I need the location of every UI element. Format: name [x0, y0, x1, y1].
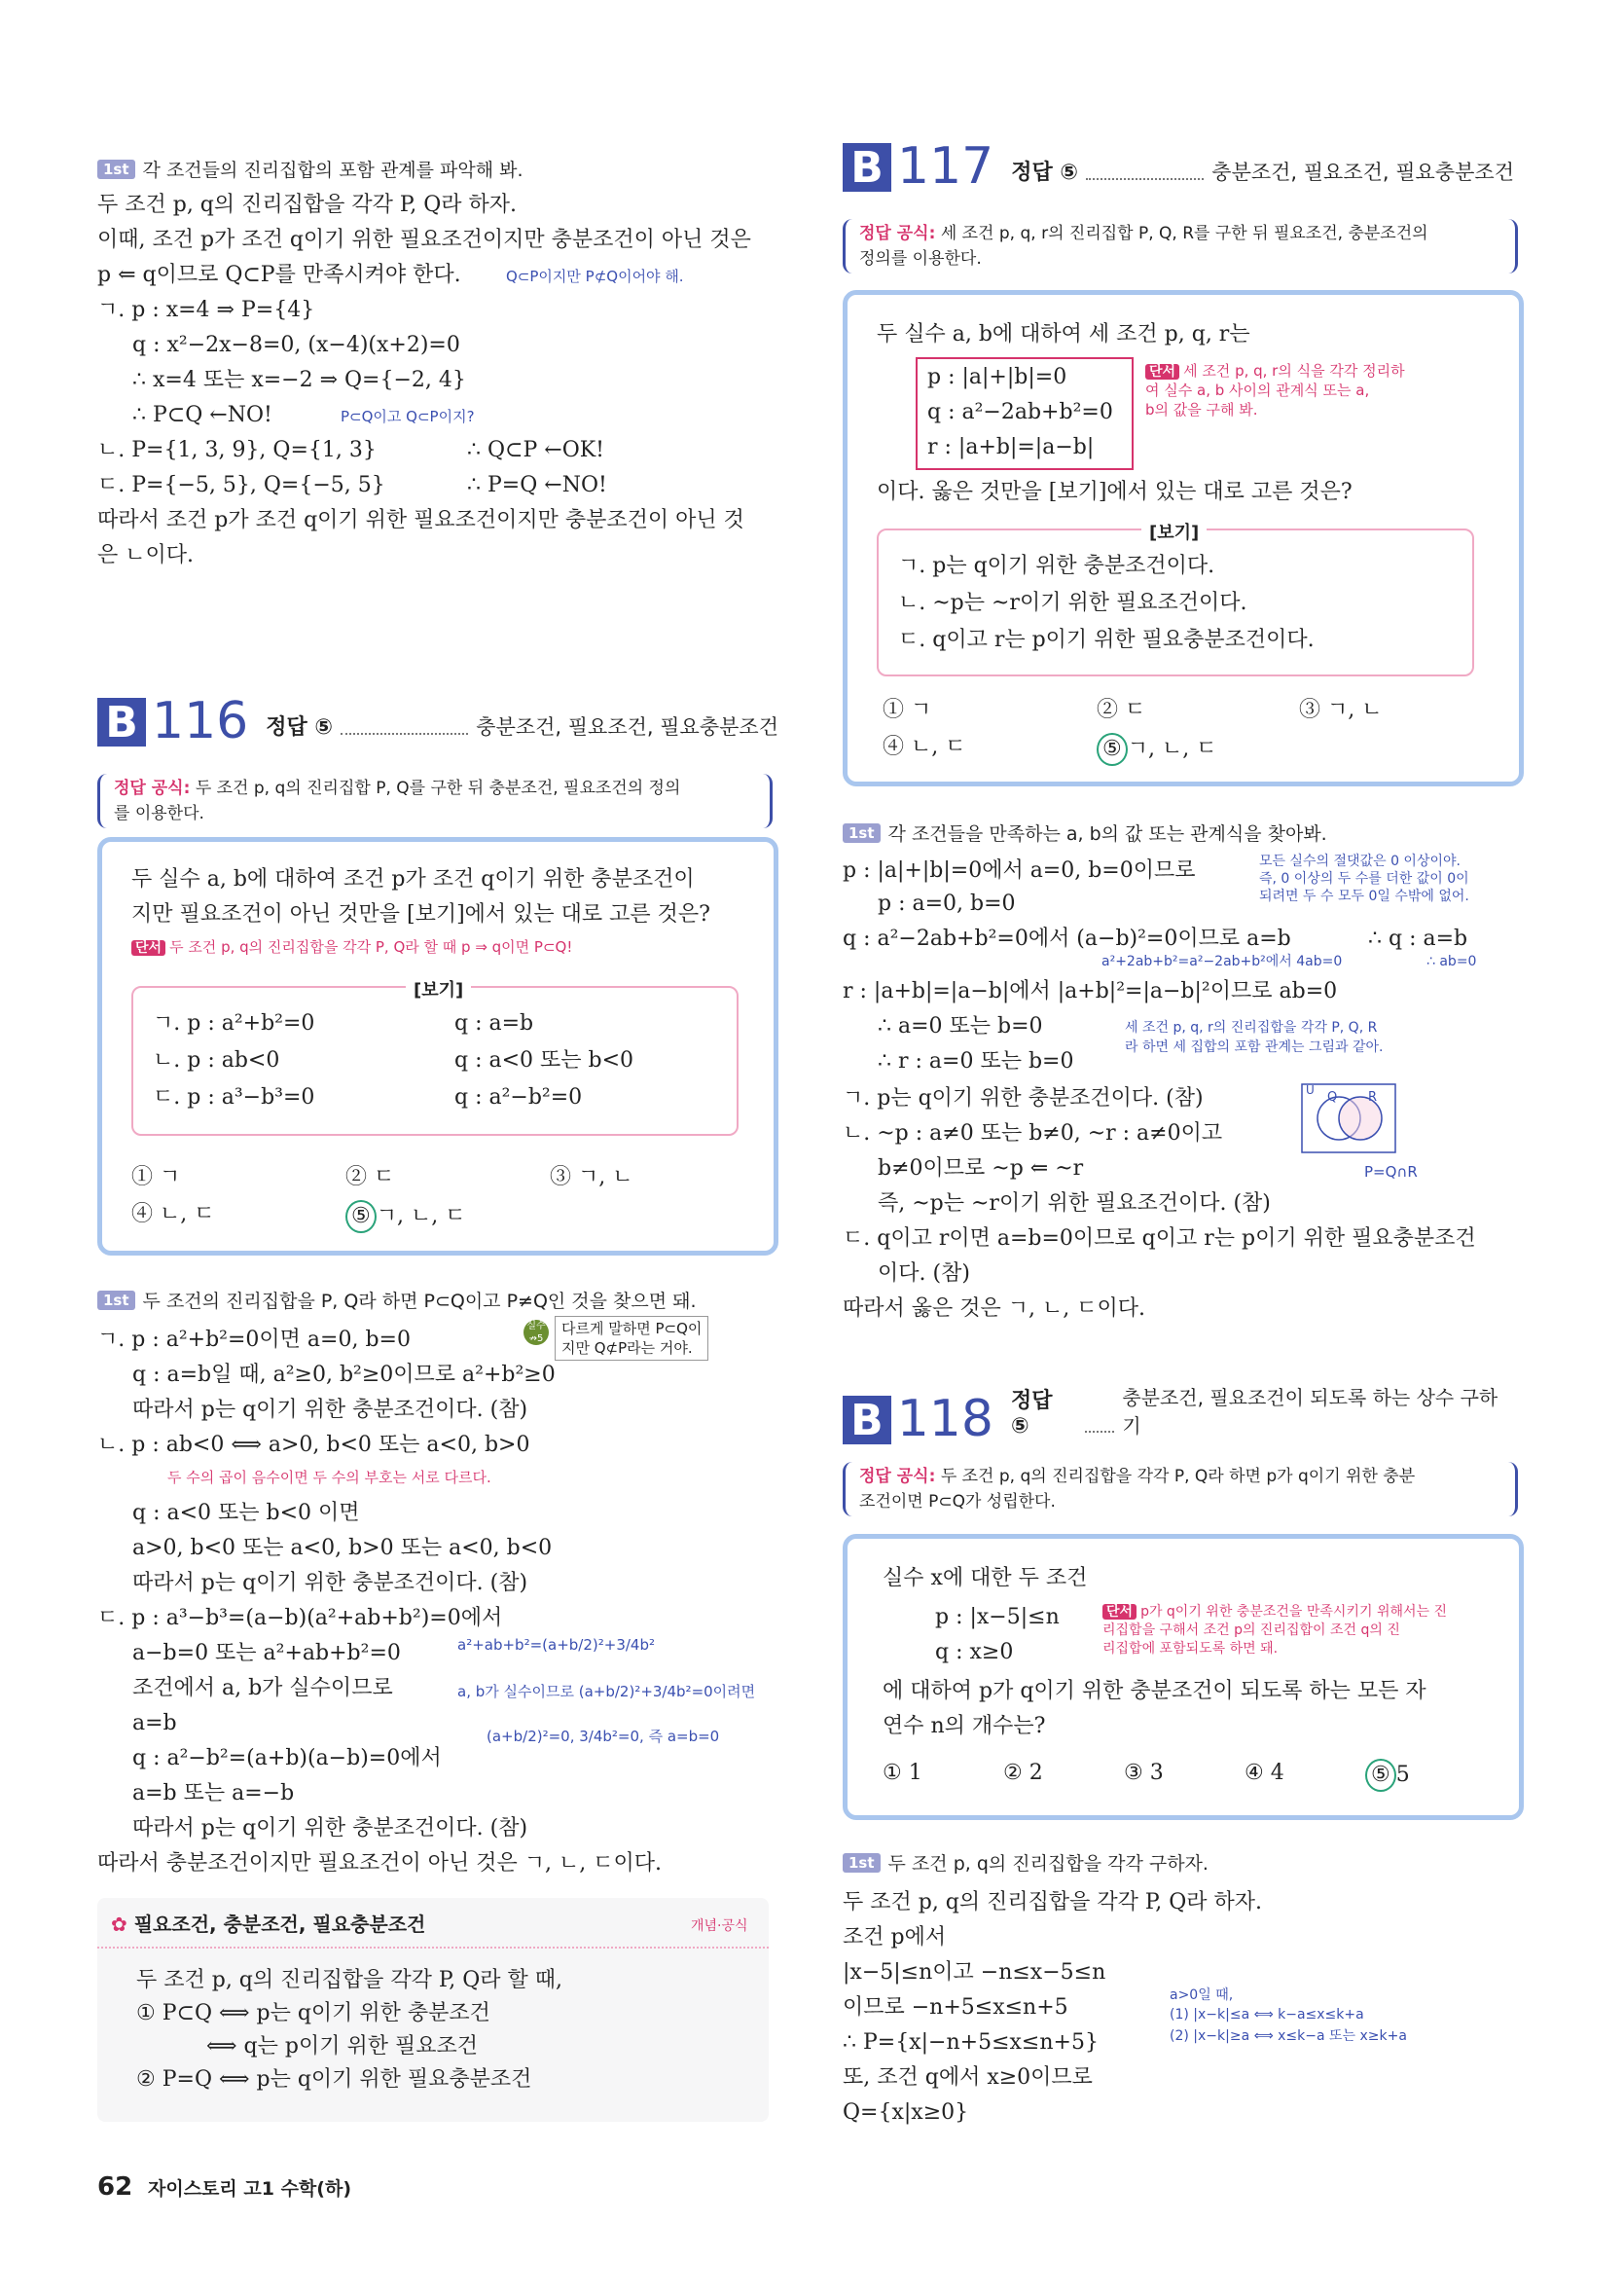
sol118-heading: 1st 두 조건 p, q의 진리집합을 각각 구하자. — [843, 1849, 1209, 1878]
problem-number: 116 — [152, 692, 249, 750]
solution-line: ∴ r : a=0 또는 b=0 — [878, 1049, 1074, 1074]
solution-line: ㄴ. p : ab<0 ⟺ a>0, b<0 또는 a<0, b>0 — [97, 1433, 530, 1457]
solution-line: 따라서 p는 q이기 위한 충분조건이다. (참) — [132, 1571, 528, 1595]
solution-line: p : a=0, b=0 — [878, 892, 1016, 916]
bogi-title: [보기] — [1141, 519, 1207, 544]
choice[interactable]: ③ ㄱ, ㄴ — [1299, 698, 1383, 722]
solution-line: 즉, ~p는 ~r이기 위한 필요조건이다. (참) — [878, 1191, 1271, 1216]
bogi-item: ㄷ. q이고 r는 p이기 위한 필요충분조건이다. — [898, 628, 1315, 652]
solution-line: 이므로 −n+5≤x≤n+5 — [843, 1995, 1068, 2020]
bogi-item: ㄴ. ~p는 ~r이기 위한 필요조건이다. — [898, 591, 1247, 615]
solution-line: a>0, b<0 또는 a<0, b>0 또는 a<0, b<0 — [132, 1536, 553, 1560]
problem-118-box — [843, 1534, 1524, 1820]
choice[interactable]: ② ㄷ — [345, 1165, 395, 1189]
choice[interactable]: ④ 4 — [1245, 1761, 1284, 1785]
problem-117-header — [843, 137, 1514, 196]
solution-line: ㄱ. p : x=4 ⇒ P={4} — [97, 298, 315, 322]
side-note: Q⊂P이지만 P⊄Q이어야 해. — [506, 268, 684, 285]
question-line: 이다. 옳은 것만을 [보기]에서 있는 대로 고른 것은? — [877, 480, 1353, 504]
bogi-item: ㄷ. p : a³−b³=0 — [153, 1085, 315, 1110]
solution-line: a=b — [132, 1711, 177, 1735]
bogi-item: q : a=b — [454, 1011, 534, 1036]
summary-line: ⟺ q는 p이기 위한 필요조건 — [206, 2034, 478, 2059]
bogi-item: q : a<0 또는 b<0 — [454, 1048, 634, 1073]
side-note: a²+ab+b²=(a+b/2)²+3/4b² — [457, 1636, 655, 1654]
solution-line: ∴ P=Q ←NO! — [467, 473, 607, 497]
choice[interactable]: ② 2 — [1003, 1761, 1043, 1785]
sol116-heading: 1st 두 조건의 진리집합을 P, Q라 하면 P⊂Q이고 P≠Q인 것을 찾으면 돼. — [97, 1287, 697, 1316]
condition: q : a²−2ab+b²=0 — [927, 400, 1113, 424]
formula-box: 정답 공식: 두 조건 p, q의 진리집합 P, Q를 구한 뒤 충분조건, 필요조건의 정의 를 이용한다. — [97, 774, 773, 828]
side-note: P⊂Q이고 Q⊂P이지? — [341, 408, 475, 425]
choice[interactable]: ④ ㄴ, ㄷ — [883, 735, 966, 759]
choice[interactable]: ③ ㄱ, ㄴ — [550, 1165, 633, 1189]
solution-line: ∴ x=4 또는 x=−2 ⇒ Q={−2, 4} — [132, 368, 466, 392]
level-badge: B — [97, 698, 146, 747]
bogi-box — [131, 980, 739, 1136]
solution-line: 따라서 옳은 것은 ㄱ, ㄴ, ㄷ이다. — [843, 1296, 1145, 1321]
topic-label: 충분조건, 필요조건, 필요충분조건 — [1211, 161, 1514, 184]
formula-box: 정답 공식: 두 조건 p, q의 진리집합을 각각 P, Q라 하면 p가 q이기 위한 충분 조건이면 P⊂Q가 성립한다. — [843, 1462, 1518, 1516]
problem-116-header — [97, 692, 778, 750]
summary-title: ✿ 필요조건, 충분조건, 필요충분조건 — [111, 1913, 426, 1936]
solution-line: |x−5|≤n이고 −n≤x−5≤n — [843, 1960, 1106, 1985]
flower-icon: ✿ — [111, 1913, 127, 1936]
solution-line: p ⇐ q이므로 Q⊂P를 만족시켜야 한다. — [97, 263, 461, 287]
bogi-item: ㄴ. p : ab<0 — [153, 1048, 280, 1073]
solution-line: ∴ q : a=b — [1368, 927, 1468, 951]
side-note: 모든 실수의 절댓값은 0 이상이야. 즉, 0 이상의 두 수를 더한 값이 0이 되려면 두 수 모두 0일 수밖에 없어. — [1259, 854, 1469, 904]
solution-line: q : a²−b²=(a+b)(a−b)=0에서 — [132, 1746, 442, 1770]
choice[interactable]: ② ㄷ — [1097, 698, 1146, 722]
sol117-heading: 1st 각 조건들을 만족하는 a, b의 값 또는 관계식을 찾아봐. — [843, 820, 1327, 849]
topic-label: 충분조건, 필요조건이 되도록 하는 상수 구하기 — [1122, 1386, 1498, 1438]
choice-correct[interactable]: ⑤ ㄱ, ㄴ, ㄷ — [345, 1200, 465, 1233]
solution-line: ∴ a=0 또는 b=0 — [878, 1014, 1043, 1039]
problem-117-box — [843, 290, 1524, 786]
book-title: 자이스토리 고1 수학(하) — [148, 2178, 352, 2200]
solution-line: p : |a|+|b|=0에서 a=0, b=0이므로 — [843, 858, 1196, 883]
solution-line: ㄱ. p : a²+b²=0이면 a=0, b=0 — [97, 1328, 411, 1352]
hint: 단서 두 조건 p, q의 진리집합을 각각 P, Q라 할 때 p ⇒ q이면 P⊂Q! — [131, 937, 572, 957]
bogi-box — [877, 523, 1474, 676]
problem-116-box — [97, 837, 778, 1256]
bogi-title: [보기] — [406, 976, 471, 1002]
solution-line: 따라서 p는 q이기 위한 충분조건이다. (참) — [132, 1398, 528, 1422]
side-note: a, b가 실수이므로 (a+b/2)²+3/4b²=0이려면 — [457, 1683, 756, 1700]
page-number: 62 — [97, 2172, 133, 2202]
bogi-item: ㄱ. p는 q이기 위한 충분조건이다. — [898, 554, 1215, 578]
solution-line: ㄴ. P={1, 3, 9}, Q={1, 3} — [97, 438, 377, 462]
solution-line: 은 ㄴ이다. — [97, 543, 194, 567]
question-line: 두 실수 a, b에 대하여 세 조건 p, q, r는 — [877, 322, 1250, 346]
condition: q : x≥0 — [935, 1640, 1014, 1664]
hint: 단서 세 조건 p, q, r의 식을 각각 정리하 여 실수 a, b 사이의 관계식 또는 a, b의 값을 구해 봐. — [1145, 362, 1405, 419]
side-note: (a+b/2)²=0, 3/4b²=0, 즉 a=b=0 — [487, 1728, 720, 1745]
choice[interactable]: ① 1 — [883, 1761, 922, 1785]
venn-label: P=Q∩R — [1364, 1163, 1418, 1181]
side-note: 세 조건 p, q, r의 진리집합을 각각 P, Q, R 라 하면 세 집합의 포함 관계는 그림과 같아. — [1125, 1020, 1384, 1055]
solution-line: ㄴ. ~p : a≠0 또는 b≠0, ~r : a≠0이고 — [843, 1121, 1223, 1146]
solution-line: q : x²−2x−8=0, (x−4)(x+2)=0 — [132, 333, 460, 357]
solution-line: 두 조건 p, q의 진리집합을 각각 P, Q라 하자. — [843, 1890, 1263, 1914]
solution-line: q : a²−2ab+b²=0에서 (a−b)²=0이므로 a=b — [843, 927, 1291, 951]
choice-correct[interactable]: ⑤ ㄱ, ㄴ, ㄷ — [1097, 733, 1216, 766]
solution-line: a−b=0 또는 a²+ab+b²=0 — [132, 1641, 401, 1665]
formula-box: 정답 공식: 세 조건 p, q, r의 진리집합 P, Q, R를 구한 뒤 필요조건, 충분조건의 정의를 이용한다. — [843, 219, 1518, 273]
side-note: (1) |x−k|≤a ⟺ k−a≤x≤k+a — [1170, 2007, 1364, 2023]
summary-tag: 개념·공식 — [691, 1918, 748, 1934]
concept-summary-box — [97, 1898, 769, 2122]
solution-line: ㄷ. p : a³−b³=(a−b)(a²+ab+b²)=0에서 — [97, 1606, 503, 1630]
solution-line: q : a=b일 때, a²≥0, b²≥0이므로 a²+b²≥0 — [132, 1363, 556, 1387]
level-badge: B — [843, 143, 891, 192]
solution-line: ㄱ. p는 q이기 위한 충분조건이다. (참) — [843, 1086, 1204, 1111]
choice[interactable]: ④ ㄴ, ㄷ — [131, 1202, 215, 1226]
solution-line: 조건 p에서 — [843, 1925, 947, 1950]
summary-line: ② P=Q ⟺ p는 q이기 위한 필요충분조건 — [136, 2067, 532, 2092]
solution-line: ∴ Q⊂P ←OK! — [467, 438, 605, 462]
condition: r : |a+b|=|a−b| — [927, 435, 1095, 459]
venn-r-label: R — [1368, 1090, 1378, 1105]
answer-label: 정답 ⑤ — [266, 715, 334, 740]
solution-line: b≠0이므로 ~p ⇐ ~r — [878, 1156, 1084, 1181]
summary-line: ① P⊂Q ⟺ p는 q이기 위한 충분조건 — [136, 2001, 490, 2025]
topic-label: 충분조건, 필요조건, 필요충분조건 — [476, 715, 778, 739]
choice-correct[interactable]: ⑤ 5 — [1365, 1759, 1410, 1792]
problem-number: 117 — [897, 137, 994, 196]
question-line: 실수 x에 대한 두 조건 — [883, 1566, 1088, 1590]
solution-line: ㄷ. P={−5, 5}, Q={−5, 5} — [97, 473, 385, 497]
solution-line: 조건에서 a, b가 실수이므로 — [132, 1676, 393, 1700]
venn-diagram — [1300, 1082, 1407, 1160]
question-line: 에 대하여 p가 q이기 위한 충분조건이 되도록 하는 모든 자 — [883, 1679, 1426, 1703]
venn-u-label: U — [1306, 1083, 1315, 1097]
hint: 단서 p가 q이기 위한 충분조건을 만족시키기 위해서는 진 리집합을 구해서 조건 p의 진리집합이 조건 q의 진 리집합에 포함되도록 하면 돼. — [1102, 1604, 1448, 1657]
question-line: 두 실수 a, b에 대하여 조건 p가 조건 q이기 위한 충분조건이 — [131, 867, 695, 892]
solution-line: a=b 또는 a=−b — [132, 1781, 295, 1805]
solution-line: r : |a+b|=|a−b|에서 |a+b|²=|a−b|²이므로 ab=0 — [843, 979, 1338, 1003]
side-note: (2) |x−k|≥a ⟺ x≤k−a 또는 x≥k+a — [1170, 2028, 1407, 2044]
side-note: ∴ ab=0 — [1426, 954, 1477, 969]
problem-number: 118 — [896, 1390, 993, 1448]
solution-line: q : a<0 또는 b<0 이면 — [132, 1501, 360, 1525]
bogi-item: ㄱ. p : a²+b²=0 — [153, 1011, 315, 1036]
solution-line: Q={x|x≥0} — [843, 2100, 969, 2125]
solution-line: ∴ P⊂Q ←NO! — [132, 403, 272, 427]
condition: p : |a|+|b|=0 — [927, 365, 1067, 389]
answer-label: 정답 ⑤ — [1011, 161, 1079, 185]
summary-line: 두 조건 p, q의 진리집합을 각각 P, Q라 할 때, — [136, 1968, 562, 1992]
badge-icon: 실수 ↛5 — [523, 1320, 549, 1345]
tag-1st: 1st — [97, 160, 135, 179]
solution-line: 따라서 충분조건이지만 필요조건이 아닌 것은 ㄱ, ㄴ, ㄷ이다. — [97, 1851, 662, 1876]
solution-line: ㄷ. q이고 r이면 a=b=0이므로 q이고 r는 p이기 위한 필요충분조건 — [843, 1226, 1476, 1251]
question-line: 지만 필요조건이 아닌 것만을 [보기]에서 있는 대로 고른 것은? — [131, 902, 710, 927]
solution-line: 따라서 p는 q이기 위한 충분조건이다. (참) — [132, 1816, 528, 1840]
side-note: a²+2ab+b²=a²−2ab+b²에서 4ab=0 — [1101, 954, 1343, 969]
choice[interactable]: ③ 3 — [1124, 1761, 1164, 1785]
bogi-item: q : a²−b²=0 — [454, 1085, 583, 1110]
left-top-heading: 1st 각 조건들의 진리집합의 포함 관계를 파악해 봐. — [97, 156, 523, 185]
answer-label: 정답 ⑤ — [1010, 1389, 1053, 1439]
condition: p : |x−5|≤n — [935, 1605, 1060, 1629]
solution-line: ∴ P={x|−n+5≤x≤n+5} — [843, 2030, 1099, 2055]
choice[interactable]: ① ㄱ — [131, 1165, 181, 1189]
venn-q-label: Q — [1327, 1090, 1338, 1105]
choice[interactable]: ① ㄱ — [883, 698, 932, 722]
solution-line: 이때, 조건 p가 조건 q이기 위한 필요조건이지만 충분조건이 아닌 것은 — [97, 228, 751, 252]
badge-note: 다르게 말하면 P⊂Q이 지만 Q⊄P라는 거야. — [555, 1316, 708, 1361]
problem-118-header — [843, 1382, 1514, 1448]
side-note: a>0일 때, — [1170, 1987, 1234, 2003]
side-note: 두 수의 곱이 음수이면 두 수의 부호는 서로 다르다. — [167, 1469, 491, 1486]
level-badge: B — [843, 1396, 891, 1444]
solution-line: 두 조건 p, q의 진리집합을 각각 P, Q라 하자. — [97, 193, 518, 217]
solution-line: 따라서 조건 p가 조건 q이기 위한 필요조건이지만 충분조건이 아닌 것 — [97, 508, 744, 532]
solution-line: 또, 조건 q에서 x≥0이므로 — [843, 2065, 1093, 2090]
solution-line: 이다. (참) — [878, 1261, 970, 1286]
question-line: 연수 n의 개수는? — [883, 1714, 1046, 1738]
